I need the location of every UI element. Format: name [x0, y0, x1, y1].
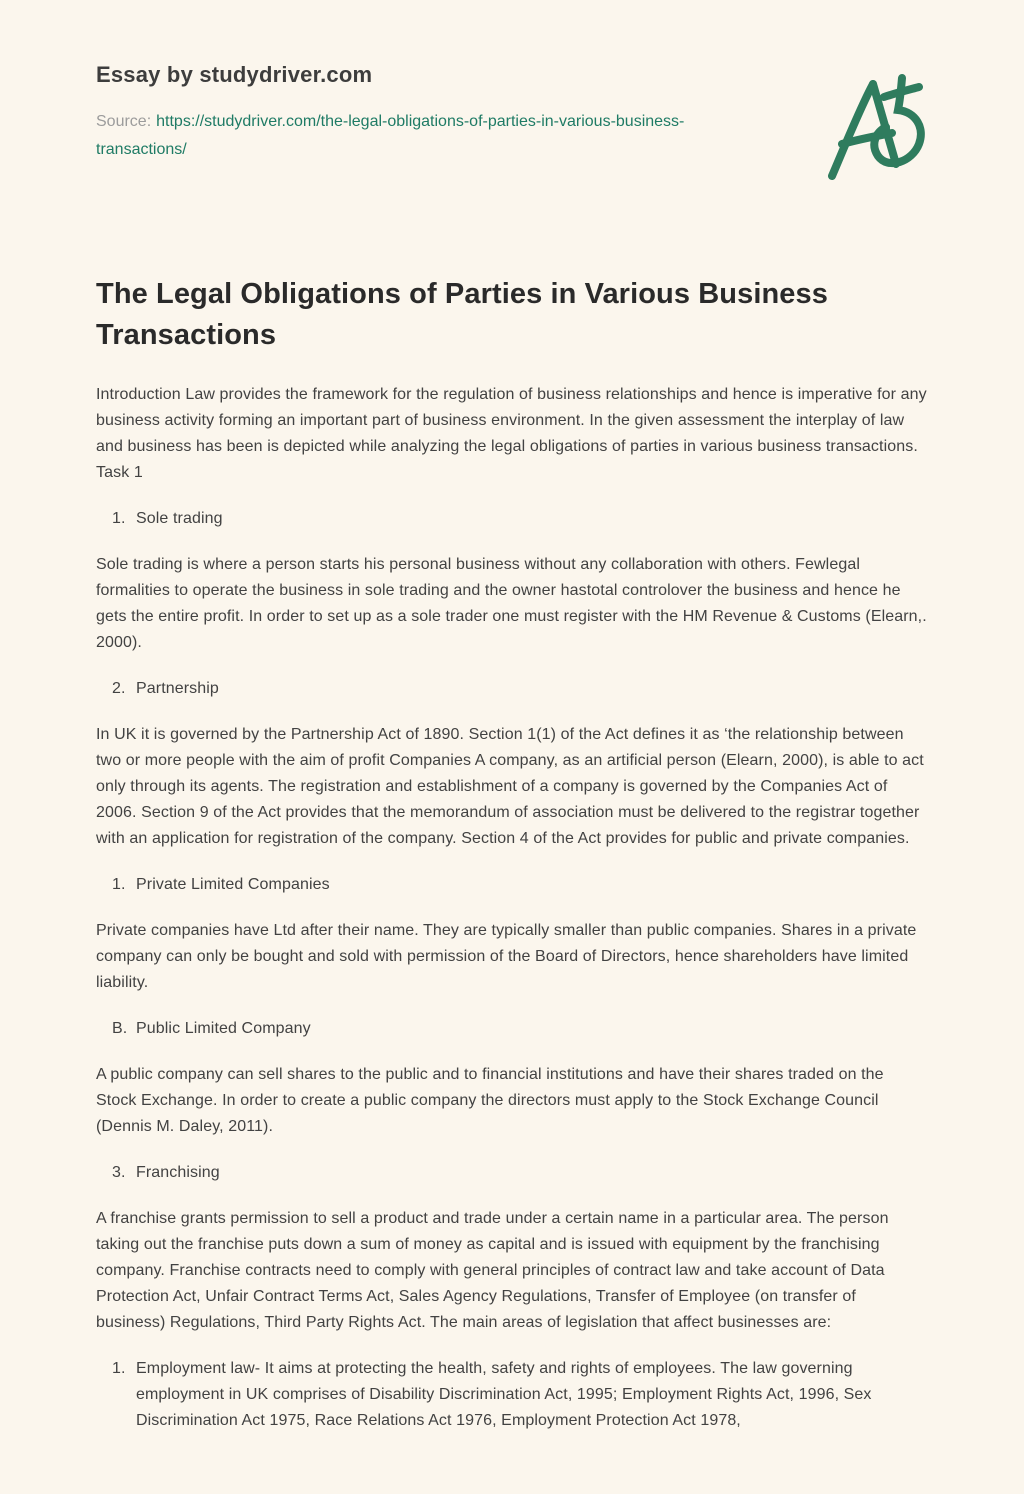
site-header-title: Essay by studydriver.com	[96, 62, 373, 87]
header-left	[96, 62, 756, 164]
essay-list-item	[112, 1356, 928, 1434]
essay-main	[96, 274, 928, 1434]
essay-paragraph: In UK it is governed by the Partnership Act of 1890. Section 1(1) of the Act defines it as ‘the relationship between two or more people with the aim of profit Companies A company, as an artificial person (Elearn, 2000), is able to act only through its agents. The registration and establishment of a company is governed by the Companies Act of 2006. Section 9 of the Act provides that the memorandum of association must be delivered to the registrar together with an application for registration of the company. Section 4 of the Act provides for public and private companies.	[96, 726, 924, 848]
list-item-text: Employment law- It aims at protecting the health, safety and rights of employees. The law governing employment in UK comprises of Disability Discrimination Act, 1995; Employment Rights Act, 1996, Sex Discrimination Act 1975, Race Relations Act 1976, Employment Protection Act 1978,	[136, 1360, 872, 1430]
list-item-marker: 1.	[112, 1360, 126, 1378]
page-header	[96, 62, 928, 182]
list-item-text: Franchising	[136, 1164, 220, 1182]
list-item-marker: 1.	[112, 876, 126, 894]
a-plus-logo-icon	[826, 72, 926, 182]
essay-list-item	[112, 1160, 928, 1186]
source-label: Source:	[96, 113, 152, 130]
essay-paragraph: A franchise grants permission to sell a product and trade under a certain name in a particular area. The person taking out the franchise puts down a sum of money as capital and is issued with equipment by the franchising company. Franchise contracts need to comply with general principles of contract law and take account of Data Protection Act, Unfair Contract Terms Act, Sales Agency Regulations, Transfer of Employee (on transfer of business) Regulations, Third Party Rights Act. The main areas of legislation that affect businesses are:	[96, 1210, 889, 1332]
source-line	[96, 108, 756, 164]
essay-list-item	[112, 1016, 928, 1042]
essay-list-item	[112, 506, 928, 532]
essay-title: The Legal Obligations of Parties in Various Business Transactions	[96, 278, 828, 352]
list-item-text: Sole trading	[136, 510, 223, 528]
list-item-text: Public Limited Company	[136, 1020, 311, 1038]
list-item-marker: 2.	[112, 680, 126, 698]
list-item-marker: 3.	[112, 1164, 126, 1182]
essay-list-item	[112, 872, 928, 898]
essay-paragraph: Private companies have Ltd after their name. They are typically smaller than public companies. Shares in a private company can only be bought and sold with permission of the Board of Directors, hence shareholders have limited liability.	[96, 922, 917, 992]
essay-paragraph: Sole trading is where a person starts his personal business without any collaboration with others. Fewlegal formalities to operate the business in sole trading and the owner hastotal controlover the business and hence he gets the entire profit. In order to set up as a sole trader one must register with the HM Revenue & Customs (Elearn,. 2000).	[96, 556, 927, 652]
essay-paragraph: Introduction Law provides the framework for the regulation of business relationships and hence is imperative for any business activity forming an important part of business environment. In the given assessment the interplay of law and business has been is depicted while analyzing the legal obligations of parties in various business transactions. Task 1	[96, 386, 927, 482]
list-item-text: Partnership	[136, 680, 219, 698]
essay-paragraph: A public company can sell shares to the public and to financial institutions and have their shares traded on the Stock Exchange. In order to create a public company the directors must apply to the Stock Exchange Council (Dennis M. Daley, 2011).	[96, 1066, 884, 1136]
list-item-marker: 1.	[112, 510, 126, 528]
list-item-marker: B.	[112, 1020, 128, 1038]
source-link[interactable]: https://studydriver.com/the-legal-obligations-of-parties-in-various-business-transactions/	[96, 113, 685, 158]
list-item-text: Private Limited Companies	[136, 876, 330, 894]
essay-body	[96, 382, 928, 1434]
essay-list-item	[112, 676, 928, 702]
